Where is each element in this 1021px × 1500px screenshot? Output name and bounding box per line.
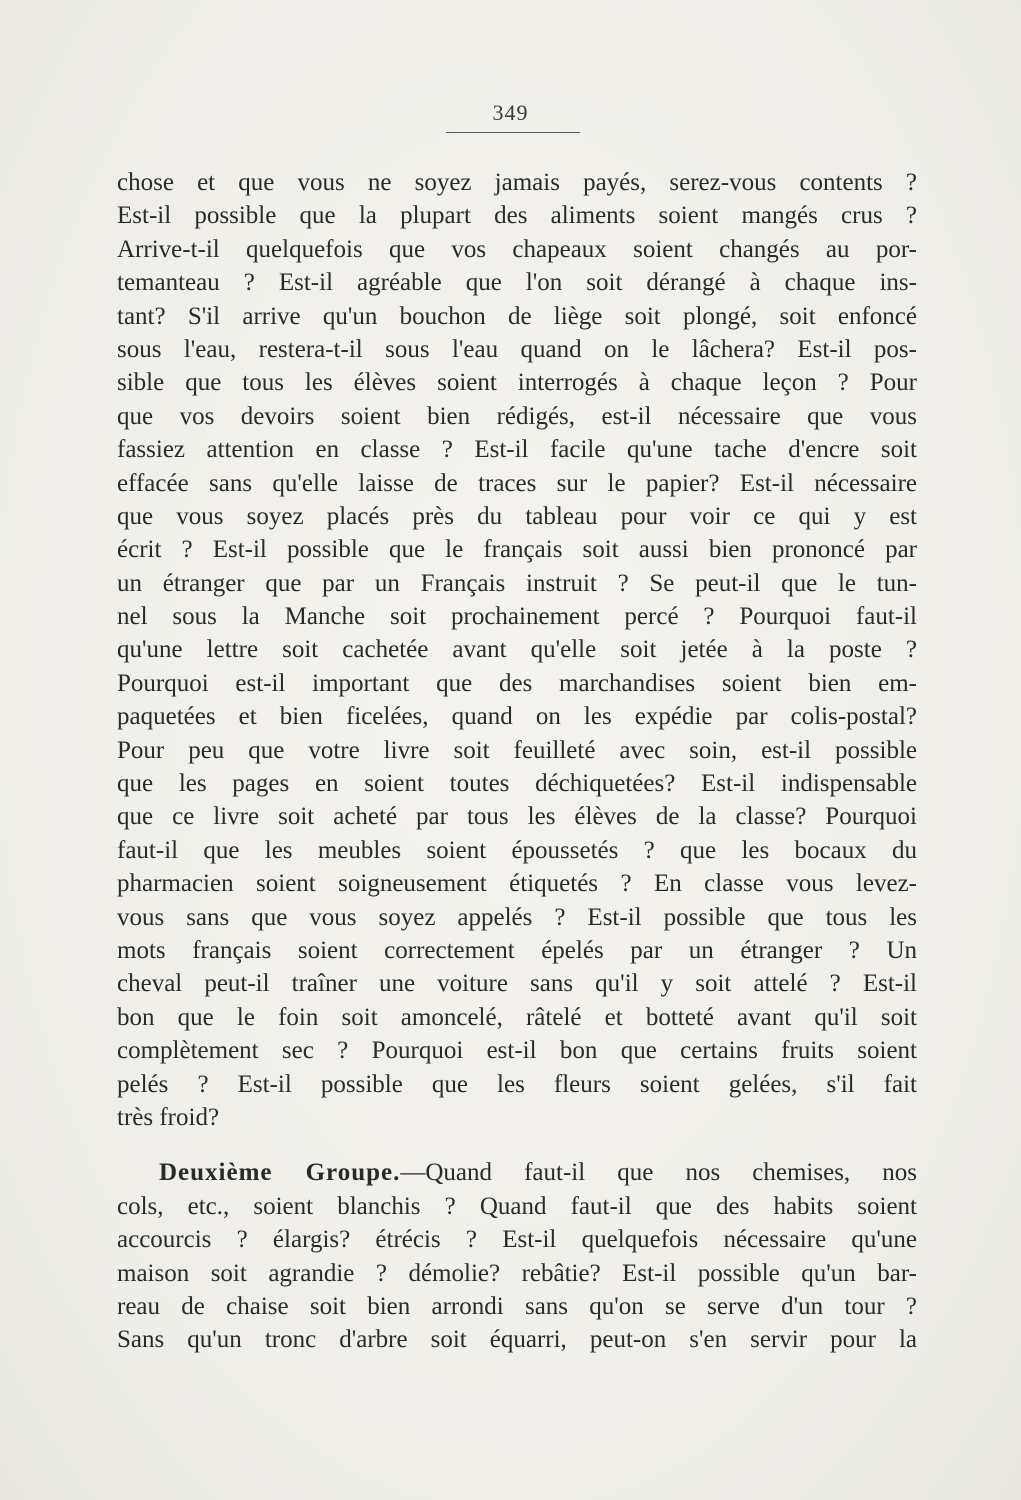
text-line: très froid? [117,1103,220,1131]
text-line: complètement sec ? Pourquoi est-il bon que certains fruits soient [117,1037,917,1065]
text-line: maison soit agrandie ? démolie? rebâtie? Est-il possible qu'un bar- [117,1259,917,1287]
paragraph-gap [117,1134,917,1156]
text-line: tant? S'il arrive qu'un bouchon de liège soit plongé, soit enfoncé [117,302,917,330]
section-heading: Deuxième Groupe. [159,1159,401,1187]
text-line: nel sous la Manche soit prochainement percé ? Pourquoi faut-il [117,603,917,631]
text-line: faut-il que les meubles soient époussetés ? que les bocaux du [117,836,917,864]
body-text [117,166,917,1357]
text-line: mots français soient correctement épelés par un étranger ? Un [117,936,917,964]
text-line: paquetées et bien ficelées, quand on les expédie par colis-postal? [117,703,917,731]
text-line: fassiez attention en classe ? Est-il facile qu'une tache d'encre soit [117,436,917,464]
text-line: que vous soyez placés près du tableau pour voir ce qui y est [117,502,917,530]
text-line: que vos devoirs soient bien rédigés, est-il nécessaire que vous [117,402,917,430]
text-line: que les pages en soient toutes déchiquetées? Est-il indispensable [117,770,917,798]
text-line: Arrive-t-il quelquefois que vos chapeaux soient changés au por- [117,235,917,263]
text-line: vous sans que vous soyez appelés ? Est-il possible que tous les [117,903,917,931]
text-line: Sans qu'un tronc d'arbre soit équarri, peut-on s'en servir pour la [117,1326,917,1354]
text-line: cheval peut-il traîner une voiture sans qu'il y soit attelé ? Est-il [117,970,917,998]
text-line: Pour peu que votre livre soit feuilleté avec soin, est-il possible [117,736,917,764]
text-line: chose et que vous ne soyez jamais payés, serez-vous contents ? [117,169,917,196]
text-line: écrit ? Est-il possible que le français soit aussi bien prononcé par [117,536,917,564]
paragraph-1 [117,166,917,1134]
text-line: cols, etc., soient blanchis ? Quand faut-il que des habits soient [117,1192,917,1220]
text-line: que ce livre soit acheté par tous les élèves de la classe? Pourquoi [117,803,917,831]
text-line: effacée sans qu'elle laisse de traces sur le papier? Est-il nécessaire [117,469,917,497]
text-line: temanteau ? Est-il agréable que l'on soit dérangé à chaque ins- [117,269,917,297]
text-line: accourcis ? élargis? étrécis ? Est-il quelquefois nécessaire qu'une [117,1226,917,1254]
text-line: reau de chaise soit bien arrondi sans qu'on se serve d'un tour ? [117,1292,917,1320]
text-line: sous l'eau, restera-t-il sous l'eau quand on le lâchera? Est-il pos- [117,335,917,363]
text-line: Est-il possible que la plupart des aliments soient mangés crus ? [117,202,917,230]
header-rule [446,132,580,133]
text-line: Pourquoi est-il important que des marchandises soient bien em- [117,669,917,697]
text-line: pelés ? Est-il possible que les fleurs soient gelées, s'il fait [117,1070,917,1098]
text-line [117,1156,917,1189]
text-line: qu'une lettre soit cachetée avant qu'elle soit jetée à la poste ? [117,636,917,664]
paragraph-2 [117,1156,917,1356]
text-line: bon que le foin soit amoncelé, râtelé et botteté avant qu'il soit [117,1003,917,1031]
text-line: un étranger que par un Français instruit ? Se peut-il que le tun- [117,569,917,597]
text-line: pharmacien soient soigneusement étiquetés ? En classe vous levez- [117,870,917,898]
heading-line-rest: —Quand faut-il que nos chemises, nos [400,1159,917,1187]
text-line: sible que tous les élèves soient interrogés à chaque leçon ? Pour [117,369,917,397]
page-number: 349 [492,100,529,125]
